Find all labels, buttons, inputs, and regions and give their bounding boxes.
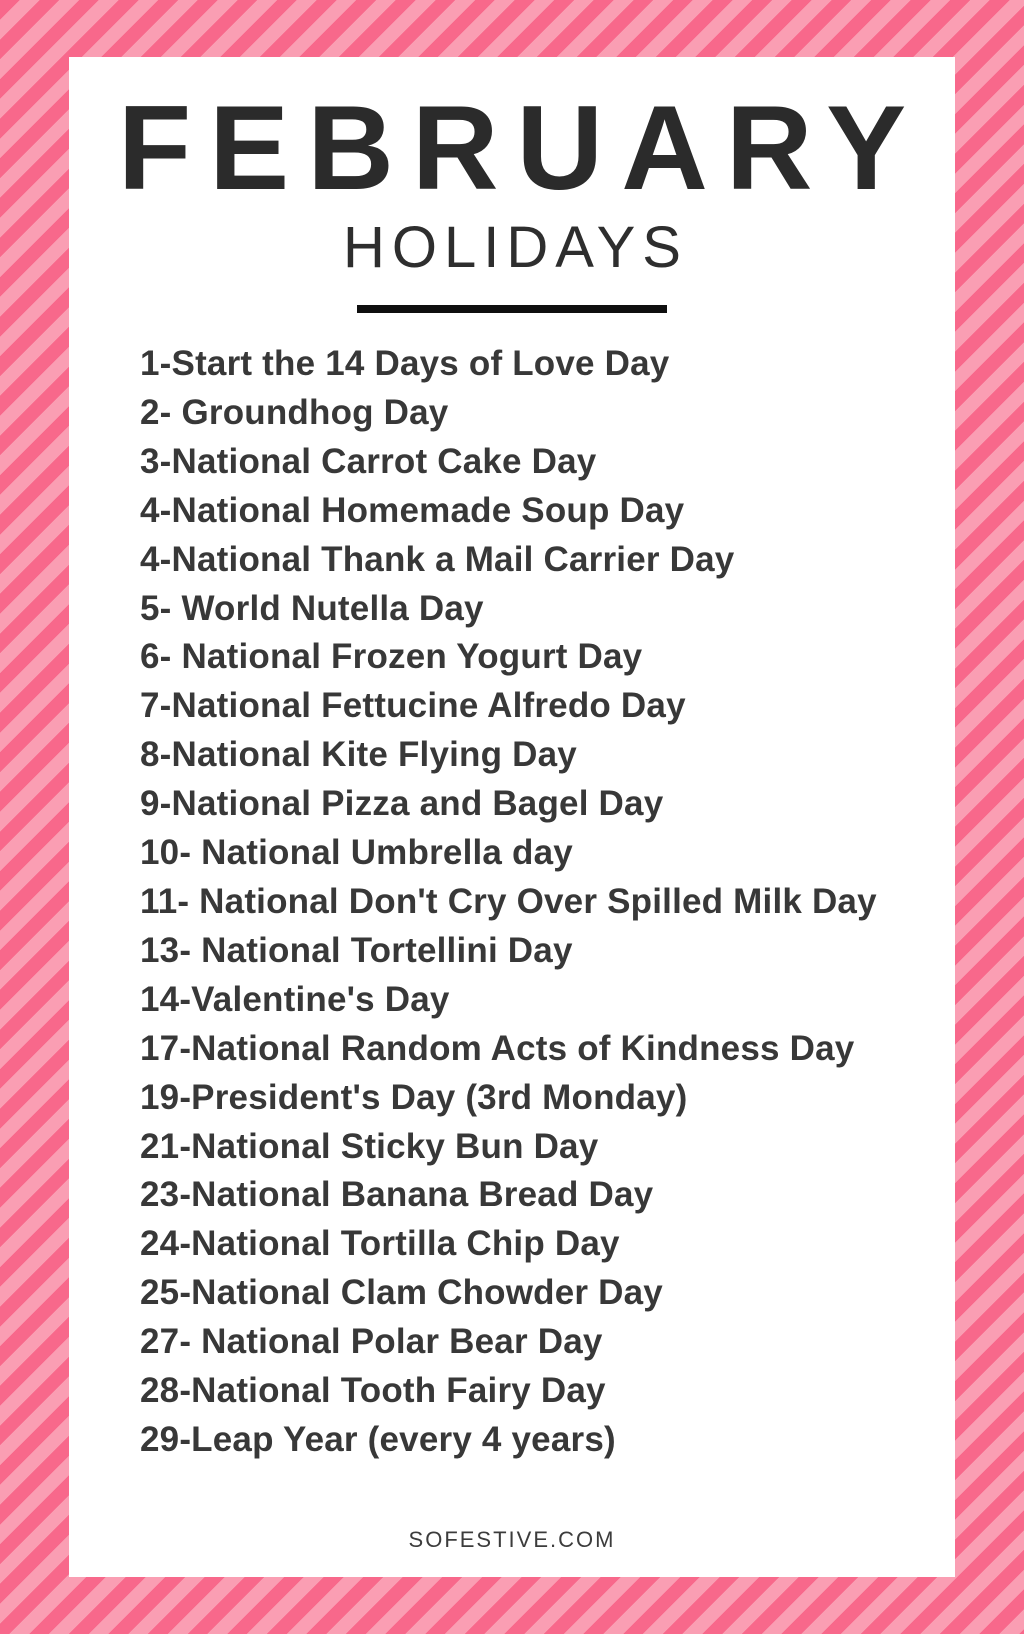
list-item: 11- National Don't Cry Over Spilled Milk Day [140, 881, 877, 921]
holiday-card [69, 57, 955, 1577]
page-subtitle: HOLIDAYS [342, 215, 688, 280]
list-item: 21-National Sticky Bun Day [140, 1126, 599, 1166]
list-item: 6- National Frozen Yogurt Day [140, 637, 643, 677]
list-item: 27- National Polar Bear Day [140, 1322, 603, 1362]
list-item: 19-President's Day (3rd Monday) [140, 1077, 688, 1117]
list-item: 4-National Homemade Soup Day [140, 490, 685, 530]
list-item: 9-National Pizza and Bagel Day [140, 784, 664, 824]
divider-rule [357, 305, 667, 313]
page-title: FEBRUARY [117, 81, 925, 215]
list-item: 28-National Tooth Fairy Day [140, 1371, 606, 1411]
list-item: 23-National Banana Bread Day [140, 1175, 654, 1215]
list-item: 4-National Thank a Mail Carrier Day [140, 539, 735, 579]
list-item: 7-National Fettucine Alfredo Day [140, 686, 686, 726]
list-item: 5- World Nutella Day [140, 588, 484, 628]
list-item: 17-National Random Acts of Kindness Day [140, 1028, 855, 1068]
list-item: 29-Leap Year (every 4 years) [140, 1419, 616, 1459]
list-item: 2- Groundhog Day [140, 392, 449, 432]
holiday-list [69, 340, 955, 1465]
list-item: 14-Valentine's Day [140, 979, 450, 1019]
list-item: 8-National Kite Flying Day [140, 735, 577, 775]
list-item: 1-Start the 14 Days of Love Day [140, 344, 670, 383]
list-item: 24-National Tortilla Chip Day [140, 1224, 620, 1264]
footer-site-text: SOFESTIVE.COM [408, 1526, 616, 1552]
list-item: 3-National Carrot Cake Day [140, 441, 597, 481]
list-item: 10- National Umbrella day [140, 833, 573, 873]
list-item: 25-National Clam Chowder Day [140, 1273, 663, 1313]
list-item: 13- National Tortellini Day [140, 930, 573, 970]
